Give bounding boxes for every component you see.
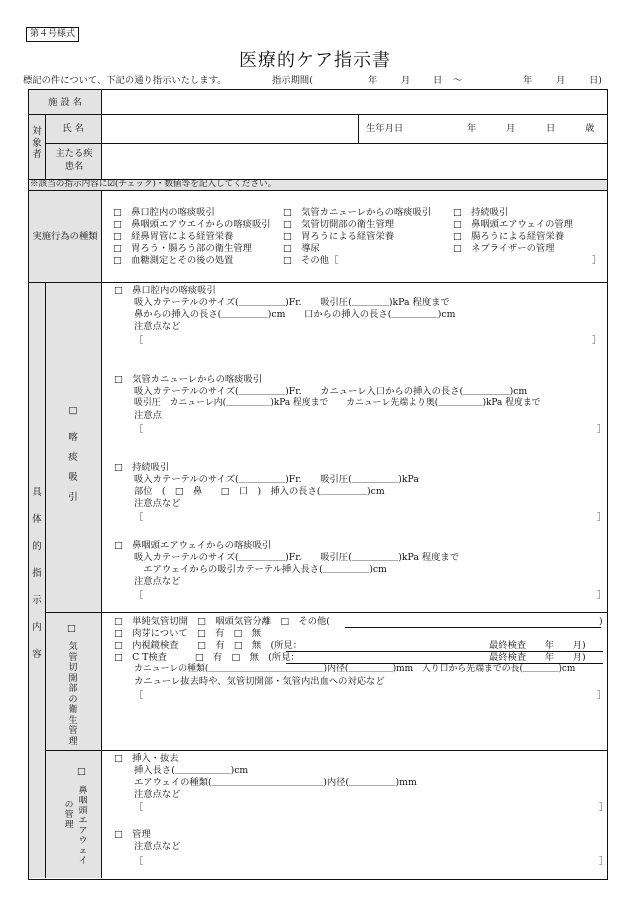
suction-oral-checkbox[interactable]: □ 鼻口腔内の喀痰吸引 — [114, 285, 216, 296]
period-label: 指示期間( — [272, 75, 313, 86]
type-option[interactable]: □ ネブライザーの管理 — [453, 243, 555, 254]
suction-cannula-line[interactable]: 吸入カテーテルのサイズ(＿＿＿＿＿)Fr. カニューレ入口からの挿入の長さ(＿＿＿＿＿)cm — [134, 386, 528, 397]
form-number: 第４号様式 — [26, 27, 79, 42]
suction-cannula-notes-label: 注意点 — [134, 410, 162, 421]
period-day-end: 日) — [589, 75, 602, 86]
tracheo-category-checkbox[interactable]: □ — [67, 623, 76, 634]
suction-category-checkbox[interactable]: □ — [68, 405, 78, 416]
bracket-open: ［ — [134, 335, 144, 346]
type-option[interactable]: □ 胃ろう・腸ろう部の衛生管理 — [113, 243, 252, 254]
types-close-bracket: ］ — [592, 255, 602, 266]
period-tilde: ～ — [453, 75, 463, 86]
suction-continuous-line[interactable]: 吸入カテーテルのサイズ(＿＿＿＿＿)Fr. 吸引圧(＿＿＿＿＿)kPa — [134, 474, 419, 485]
target-label: 対象者 — [32, 126, 42, 161]
name-label: 氏 名 — [62, 123, 84, 134]
type-option[interactable]: □ 血糖測定とその後の処置 — [113, 255, 234, 266]
airway-insert-notes-label: 注意点など — [134, 789, 181, 800]
tracheo-ct-line[interactable]: □ C T検査 □ 有 □ 無 (所見： — [114, 652, 300, 663]
type-option[interactable]: □ 鼻咽頭エアウエイからの喀痰吸引 — [113, 219, 271, 230]
suction-airway-line[interactable]: 吸入カテーテルのサイズ(＿＿＿＿＿)Fr. 吸引圧(＿＿＿＿＿)kPa 程度まで — [134, 552, 460, 563]
airway-insert-block — [114, 754, 417, 802]
airway-insert-line[interactable]: 挿入長さ(＿＿＿＿＿＿)cm — [134, 765, 249, 776]
suction-cannula-block — [114, 375, 541, 423]
page-title: 医療的ケア指示書 — [239, 50, 391, 71]
tracheo-bleeding-line: カニューレ抜去時や、気管切開部・気管内出血への対応など — [134, 676, 385, 687]
suction-oral-block — [114, 286, 455, 334]
type-option[interactable]: □ 胃ろうによる経管栄養 — [283, 231, 395, 242]
tracheo-granulation-line[interactable]: □ 肉芽について □ 有 □ 無 — [114, 628, 262, 639]
bracket-open: ［ — [134, 590, 144, 601]
bracket-close: ］ — [599, 856, 609, 867]
type-option[interactable]: □ 持続吸引 — [453, 207, 509, 218]
bracket-close: ］ — [597, 690, 607, 701]
airway-category-checkbox[interactable]: □ — [77, 766, 86, 777]
type-option[interactable]: □ 鼻咽頭エアウェイの管理 — [453, 219, 573, 230]
close-paren: ) — [599, 616, 603, 627]
age-unit: 歳 — [585, 123, 595, 134]
bracket-close: ］ — [597, 424, 607, 435]
type-option[interactable]: □ 気管切開部の衛生管理 — [283, 219, 395, 230]
suction-continuous-block — [114, 463, 419, 511]
bracket-open: ［ — [134, 690, 144, 701]
types-col3 — [453, 208, 573, 256]
endoscope-last-exam[interactable]: 最終検査 年 月) — [489, 640, 586, 651]
suction-oral-line[interactable]: 吸入カテーテルのサイズ(＿＿＿＿＿)Fr. 吸引圧(＿＿＿＿)kPa 程度まで — [134, 297, 450, 308]
bracket-open: ［ — [134, 512, 144, 523]
bracket-close: ］ — [592, 335, 602, 346]
tracheo-category-label: 気 管 切 開 部 の 衛 生 管 理 — [68, 642, 78, 747]
birth-label: 生年月日 — [366, 123, 404, 134]
type-option[interactable]: □ その他［ — [283, 255, 339, 266]
disease-label: 主たる疾患名 — [55, 148, 93, 172]
check-instruction: ※該当の指示内容に☑(チェック)・数値等を記入してください。 — [30, 179, 277, 189]
suction-continuous-line[interactable]: 部位 ( □ 鼻 □ 口 ) 挿入の長さ(＿＿＿＿＿)cm — [134, 486, 385, 497]
type-option[interactable]: □ 鼻口腔内の喀痰吸引 — [113, 207, 215, 218]
bracket-open: ［ — [134, 856, 144, 867]
suction-cannula-line[interactable]: 吸引圧 カニューレ内(＿＿＿＿＿)kPa 程度まで カニューレ先端より奥(＿＿＿＿＿)kPa 程度まで — [134, 398, 541, 408]
airway-manage-checkbox[interactable]: □ 管理 — [114, 829, 151, 840]
birth-day-unit: 日 — [546, 123, 556, 134]
bracket-close: ］ — [597, 590, 607, 601]
facility-label: 施 設 名 — [48, 97, 82, 108]
specific-instruction-label: 具 体 的 指 示 内 容 — [32, 487, 42, 660]
period-month: 月 — [401, 75, 411, 86]
suction-oral-line[interactable]: 鼻からの挿入の長さ(＿＿＿＿＿)cm 口からの挿入の長さ(＿＿＿＿＿)cm — [134, 309, 456, 320]
bracket-open: ［ — [134, 424, 144, 435]
types-col2 — [283, 208, 431, 268]
suction-category-label: □ 喀 痰 吸 引 — [66, 405, 80, 509]
type-option[interactable]: □ 気管カニューレからの喀痰吸引 — [283, 207, 432, 218]
suction-continuous-checkbox[interactable]: □ 持続吸引 — [114, 462, 170, 473]
tracheo-endoscope-line[interactable]: □ 内視鏡検査 □ 有 □ 無 (所見： — [114, 640, 303, 651]
suction-cannula-checkbox[interactable]: □ 気管カニューレからの喀痰吸引 — [114, 374, 263, 385]
birth-month-unit: 月 — [506, 123, 516, 134]
airway-category-label: 鼻 咽 頭 エ ア ウ ェ イ — [78, 786, 88, 866]
suction-airway-line[interactable]: エアウェイからの吸引カテーテル挿入長さ(＿＿＿＿＿)cm — [134, 564, 387, 575]
tracheo-type-line[interactable]: □ 単純気管切開 □ 咽頭気管分離 □ その他( — [114, 616, 330, 627]
airway-insert-line[interactable]: エアウェイの種類(＿＿＿＿＿＿＿＿＿＿＿＿)内径(＿＿＿＿＿)mm — [134, 777, 417, 788]
airway-manage-block — [114, 830, 181, 854]
type-option[interactable]: □ 導尿 — [283, 243, 320, 254]
period-month-end: 月 — [556, 75, 566, 86]
suction-continuous-notes-label: 注意点など — [134, 498, 181, 509]
period-year-end: 年 — [523, 75, 533, 86]
bracket-open: ［ — [134, 802, 144, 813]
bracket-close: ］ — [597, 512, 607, 523]
tracheo-cannula-line[interactable]: カニューレの種類(＿＿＿＿＿＿＿＿＿＿＿＿＿)内径(＿＿＿＿＿)mm 入り口から先端までの長(＿＿＿＿)cm — [134, 664, 576, 674]
ct-last-exam[interactable]: 最終検査 年 月) — [489, 652, 586, 663]
intro-text: 標記の件について、下記の通り指示いたします。 — [23, 75, 227, 86]
period-year: 年 — [368, 75, 378, 86]
airway-manage-notes-label: 注意点など — [134, 841, 181, 852]
types-col1 — [113, 208, 271, 268]
suction-oral-notes-label: 注意点など — [134, 321, 181, 332]
bracket-close: ］ — [599, 802, 609, 813]
period-day: 日 — [433, 75, 443, 86]
birth-year-unit: 年 — [467, 123, 477, 134]
type-option[interactable]: □ 腸ろうによる経管栄養 — [453, 231, 565, 242]
types-label: 実施行為の種類 — [32, 231, 98, 242]
airway-category-sublabel: の管理 — [64, 800, 74, 830]
type-option[interactable]: □ 経鼻胃管による経管栄養 — [113, 231, 234, 242]
suction-airway-checkbox[interactable]: □ 鼻咽頭エアウェイからの喀痰吸引 — [114, 540, 272, 551]
suction-airway-block — [114, 541, 459, 589]
suction-airway-notes-label: 注意点など — [134, 576, 181, 587]
airway-insert-checkbox[interactable]: □ 挿入・抜去 — [114, 753, 179, 764]
